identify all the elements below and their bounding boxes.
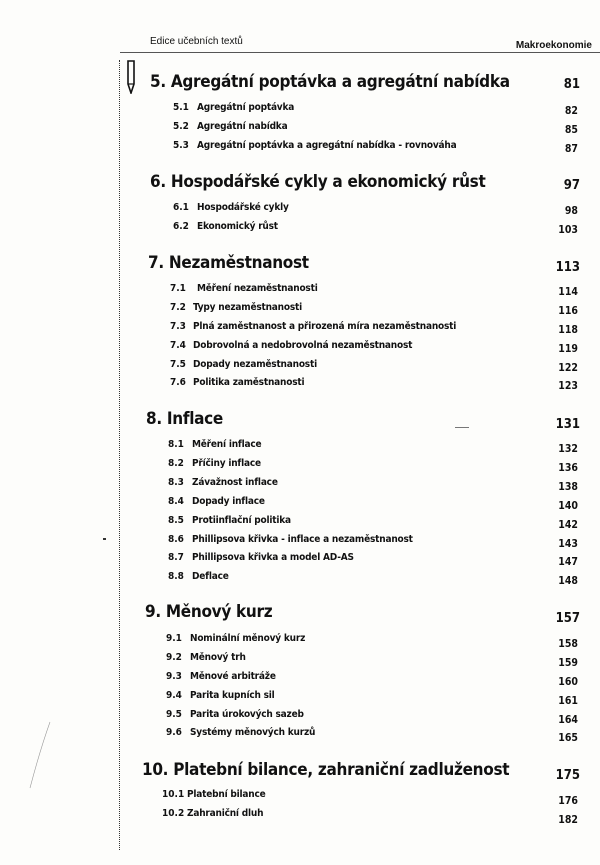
chapter-title: 6. Hospodářské cykly a ekonomický růst [150, 172, 486, 192]
section-number: 9.6 [166, 727, 182, 738]
toc-entry [0, 633, 600, 649]
chapter-title: 5. Agregátní poptávka a agregátní nabídka [150, 72, 510, 92]
section-number: 8.5 [168, 515, 184, 526]
section-page: 116 [558, 305, 578, 317]
section-label: Phillipsova křivka - inflace a nezaměstnanost [192, 534, 413, 545]
section-number: 7.5 [170, 359, 186, 370]
section-number: 5.1 [173, 102, 189, 113]
section-label: Parita kupních sil [190, 690, 275, 701]
section-number: 8.6 [168, 534, 184, 545]
section-label: Agregátní poptávka [197, 102, 295, 113]
section-number: 9.4 [166, 690, 182, 701]
section-label: Agregátní nabídka [197, 121, 288, 132]
chapter-title: 10. Platební bilance, zahraniční zadluženost [142, 760, 510, 780]
section-label: Platební bilance [187, 789, 266, 800]
toc-entry [0, 671, 600, 687]
chapter-page: 131 [555, 417, 580, 432]
section-page: 132 [558, 443, 578, 455]
toc-entry [0, 340, 600, 356]
toc-entry [0, 652, 600, 668]
section-label: Plná zaměstnanost a přirozená míra nezaměstnanosti [193, 321, 457, 332]
section-page: 161 [558, 695, 578, 707]
section-number: 8.8 [168, 571, 184, 582]
page-header [0, 0, 600, 60]
section-page: 114 [558, 286, 578, 298]
pencil-icon [126, 60, 136, 94]
section-number: 8.1 [168, 439, 184, 450]
toc-entry [0, 496, 600, 512]
section-label: Agregátní poptávka a agregátní nabídka - rovnováha [197, 140, 457, 151]
section-number: 9.5 [166, 709, 182, 720]
section-label: Politika zaměstnanosti [193, 377, 305, 388]
chapter-title: 8. Inflace [146, 409, 223, 429]
series-title: Edice učebních textů [150, 36, 243, 47]
section-page: 85 [564, 124, 578, 136]
chapter-page: 81 [563, 77, 580, 92]
section-label: Zahraniční dluh [187, 808, 264, 819]
section-page: 122 [558, 362, 578, 374]
toc-entry [0, 359, 600, 375]
section-label: Měnové arbitráže [190, 671, 276, 682]
chapter-title: 9. Měnový kurz [145, 602, 273, 622]
section-label: Dopady inflace [192, 496, 265, 507]
section-label: Typy nezaměstnanosti [193, 302, 303, 313]
section-page: 118 [558, 324, 578, 336]
section-page: 123 [558, 380, 578, 392]
section-label: Hospodářské cykly [197, 202, 289, 213]
section-label: Nominální měnový kurz [190, 633, 306, 644]
section-number: 7.1 [170, 283, 186, 294]
section-number: 7.6 [170, 377, 186, 388]
section-number: 8.4 [168, 496, 184, 507]
toc-entry [0, 221, 600, 237]
section-page: 165 [558, 732, 578, 744]
section-page: 159 [558, 657, 578, 669]
section-label: Ekonomický růst [197, 221, 278, 232]
section-number: 6.1 [173, 202, 189, 213]
section-page: 136 [558, 462, 578, 474]
section-label: Dopady nezaměstnanosti [193, 359, 317, 370]
toc-entry [0, 515, 600, 531]
section-page: 164 [558, 714, 578, 726]
chapter-page: 175 [555, 768, 580, 783]
toc-entry [0, 727, 600, 743]
section-label: Dobrovolná a nedobrovolná nezaměstnanost [193, 340, 413, 351]
section-label: Měření inflace [192, 439, 262, 450]
section-label: Deflace [192, 571, 229, 582]
section-number: 5.2 [173, 121, 189, 132]
toc-entry [0, 690, 600, 706]
toc-entry [0, 534, 600, 550]
section-number: 9.1 [166, 633, 182, 644]
toc-entry [0, 377, 600, 393]
stray-mark [455, 427, 469, 428]
section-page: 176 [558, 795, 578, 807]
toc-entry [0, 571, 600, 587]
section-label: Systémy měnových kurzů [190, 727, 316, 738]
section-page: 119 [558, 343, 578, 355]
section-page: 182 [558, 814, 578, 826]
section-page: 87 [564, 143, 578, 155]
toc-entry [0, 202, 600, 218]
section-page: 140 [558, 500, 578, 512]
section-number: 8.2 [168, 458, 184, 469]
toc-entry [0, 552, 600, 568]
section-page: 103 [558, 224, 578, 236]
chapter-page: 157 [555, 611, 580, 626]
toc-entry [0, 321, 600, 337]
toc-entry [0, 477, 600, 493]
header-rule [120, 52, 600, 53]
section-label: Závažnost inflace [192, 477, 278, 488]
toc-entry [0, 439, 600, 455]
section-page: 148 [558, 575, 578, 587]
section-label: Měření nezaměstnanosti [197, 283, 318, 294]
section-page: 142 [558, 519, 578, 531]
section-number: 9.3 [166, 671, 182, 682]
section-page: 143 [558, 538, 578, 550]
toc-entry [0, 121, 600, 137]
section-number: 7.4 [170, 340, 186, 351]
toc-entry [0, 789, 600, 805]
section-number: 10.2 [162, 808, 185, 819]
section-page: 138 [558, 481, 578, 493]
toc-entry [0, 709, 600, 725]
chapter-title: 7. Nezaměstnanost [148, 253, 309, 273]
section-number: 9.2 [166, 652, 182, 663]
section-number: 7.2 [170, 302, 186, 313]
toc-entry [0, 808, 600, 824]
chapter-page: 113 [555, 260, 580, 275]
section-number: 5.3 [173, 140, 189, 151]
section-label: Příčiny inflace [192, 458, 261, 469]
toc-entry [0, 102, 600, 118]
toc-entry [0, 283, 600, 299]
toc-entry [0, 458, 600, 474]
section-page: 82 [564, 105, 578, 117]
section-label: Phillipsova křivka a model AD-AS [192, 552, 354, 563]
section-number: 8.3 [168, 477, 184, 488]
section-label: Měnový trh [190, 652, 246, 663]
section-number: 6.2 [173, 221, 189, 232]
toc-entry [0, 140, 600, 156]
section-label: Protiinflační politika [192, 515, 291, 526]
section-page: 147 [558, 556, 578, 568]
chapter-page: 97 [563, 178, 580, 193]
section-number: 7.3 [170, 321, 186, 332]
section-label: Parita úrokových sazeb [190, 709, 304, 720]
section-number: 10.1 [162, 789, 185, 800]
toc-entry [0, 302, 600, 318]
section-number: 8.7 [168, 552, 184, 563]
section-page: 98 [564, 205, 578, 217]
section-page: 160 [558, 676, 578, 688]
section-page: 158 [558, 638, 578, 650]
book-title: Makroekonomie [515, 40, 592, 51]
